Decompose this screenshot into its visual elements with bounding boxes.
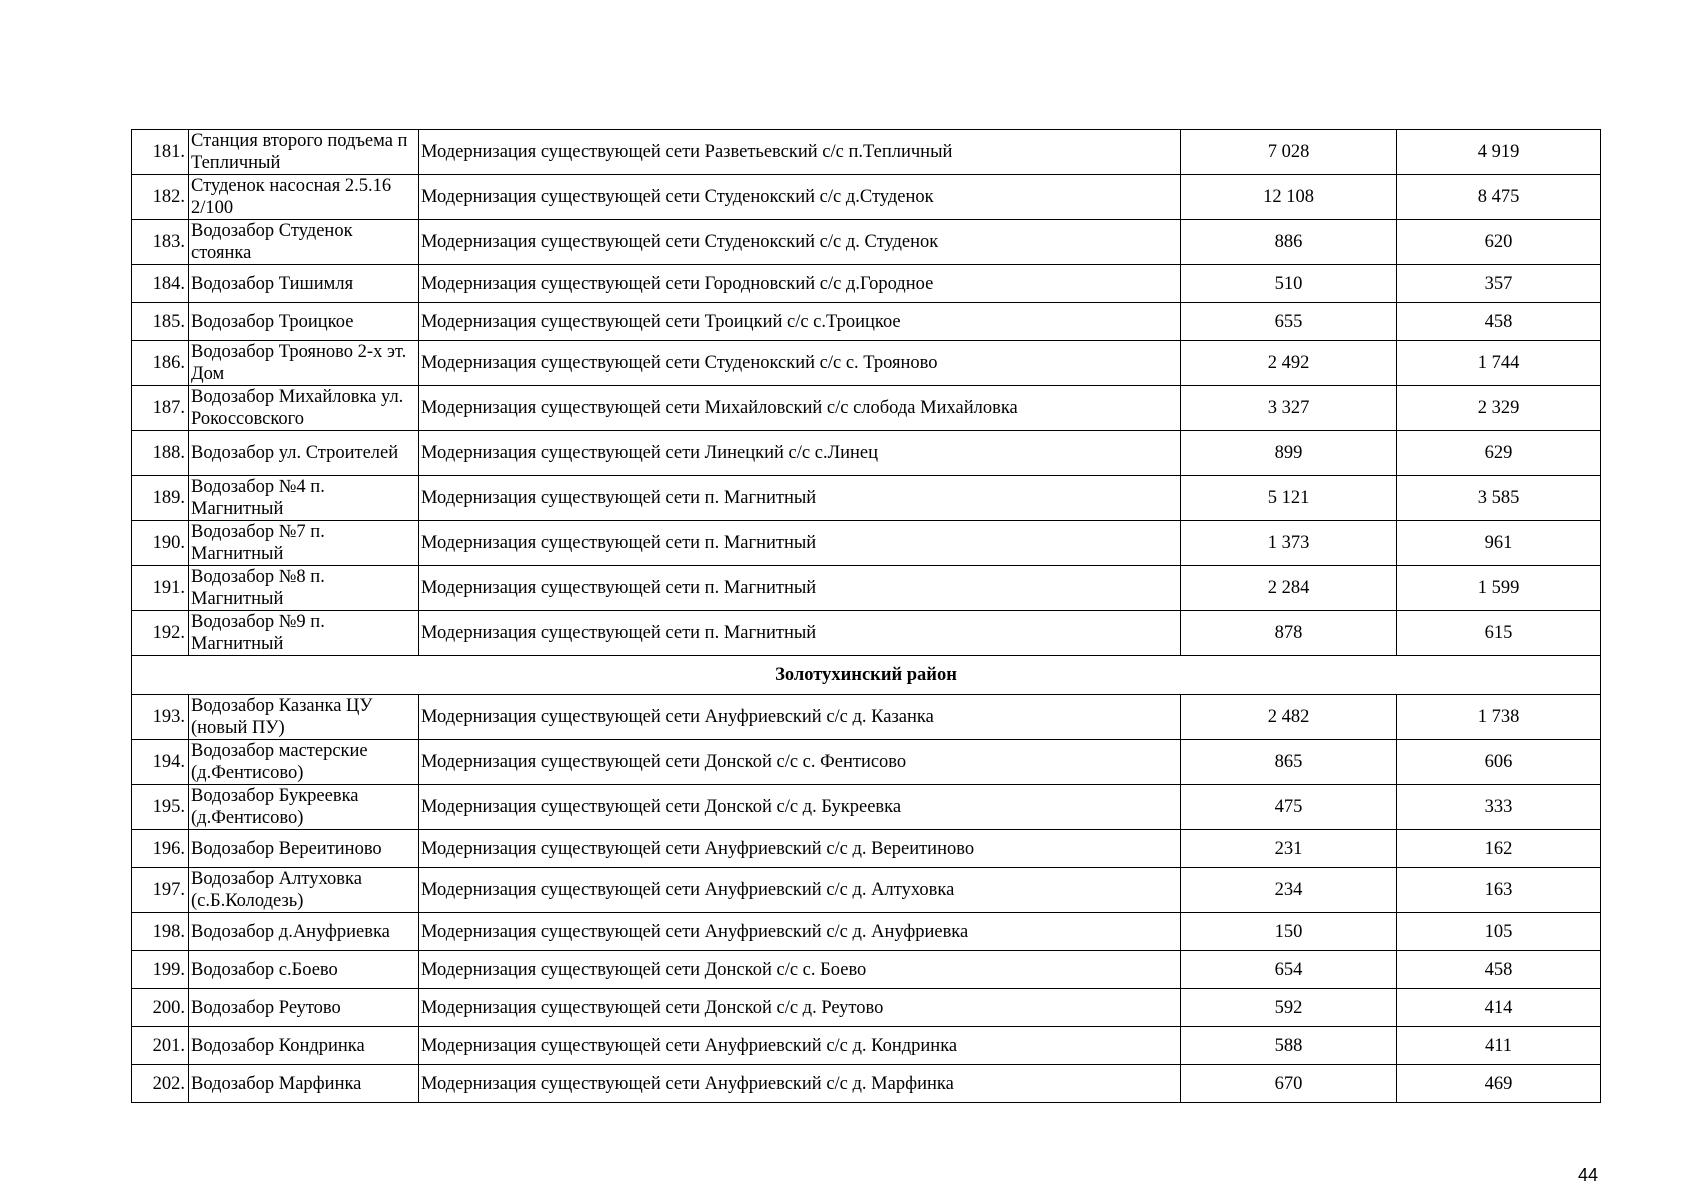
object-name-cell: Водозабор Кондринка	[189, 1027, 419, 1065]
value-2-cell: 469	[1397, 1065, 1601, 1103]
value-2-cell: 620	[1397, 220, 1601, 265]
description-cell: Модернизация существующей сети Ануфриевский с/с д. Кондринка	[419, 1027, 1181, 1065]
value-2-cell: 357	[1397, 265, 1601, 303]
object-name-cell: Водозабор Студенок стоянка	[189, 220, 419, 265]
row-number-cell: 191.	[132, 566, 189, 611]
description-cell: Модернизация существующей сети Городновский с/с д.Городное	[419, 265, 1181, 303]
description-cell: Модернизация существующей сети Ануфриевский с/с д. Вереитиново	[419, 830, 1181, 868]
row-number-cell: 199.	[132, 951, 189, 989]
value-2-cell: 411	[1397, 1027, 1601, 1065]
object-name-cell: Водозабор Букреевка (д.Фентисово)	[189, 785, 419, 830]
table-row	[132, 175, 1601, 220]
description-cell: Модернизация существующей сети Студенокский с/с с. Трояново	[419, 341, 1181, 386]
value-2-cell: 8 475	[1397, 175, 1601, 220]
description-cell: Модернизация существующей сети Ануфриевский с/с д. Марфинка	[419, 1065, 1181, 1103]
value-2-cell: 1 738	[1397, 695, 1601, 740]
value-1-cell: 865	[1181, 740, 1397, 785]
value-2-cell: 1 744	[1397, 341, 1601, 386]
value-1-cell: 899	[1181, 431, 1397, 476]
object-name-cell: Студенок насосная 2.5.16 2/100	[189, 175, 419, 220]
value-1-cell: 234	[1181, 868, 1397, 913]
object-name-cell: Водозабор №9 п. Магнитный	[189, 611, 419, 656]
value-2-cell: 615	[1397, 611, 1601, 656]
table-row	[132, 611, 1601, 656]
value-2-cell: 3 585	[1397, 476, 1601, 521]
value-1-cell: 12 108	[1181, 175, 1397, 220]
table-row	[132, 951, 1601, 989]
table-row	[132, 868, 1601, 913]
row-number-cell: 190.	[132, 521, 189, 566]
object-name-cell: Водозабор Троицкое	[189, 303, 419, 341]
table-row	[132, 1065, 1601, 1103]
object-name-cell: Водозабор №4 п. Магнитный	[189, 476, 419, 521]
row-number-cell: 197.	[132, 868, 189, 913]
description-cell: Модернизация существующей сети Михайловский с/с слобода Михайловка	[419, 386, 1181, 431]
object-name-cell: Водозабор №7 п. Магнитный	[189, 521, 419, 566]
object-name-cell: Водозабор д.Ануфриевка	[189, 913, 419, 951]
object-name-cell: Водозабор Алтуховка (с.Б.Колодезь)	[189, 868, 419, 913]
description-cell: Модернизация существующей сети Студенокский с/с д.Студенок	[419, 175, 1181, 220]
row-number-cell: 184.	[132, 265, 189, 303]
value-1-cell: 231	[1181, 830, 1397, 868]
table-row	[132, 521, 1601, 566]
value-2-cell: 333	[1397, 785, 1601, 830]
row-number-cell: 186.	[132, 341, 189, 386]
object-name-cell: Водозабор мастерские (д.Фентисово)	[189, 740, 419, 785]
description-cell: Модернизация существующей сети Донской с/с д. Букреевка	[419, 785, 1181, 830]
row-number-cell: 195.	[132, 785, 189, 830]
row-number-cell: 182.	[132, 175, 189, 220]
object-name-cell: Водозабор ул. Строителей	[189, 431, 419, 476]
value-1-cell: 475	[1181, 785, 1397, 830]
description-cell: Модернизация существующей сети п. Магнитный	[419, 521, 1181, 566]
object-name-cell: Водозабор Трояново 2-х эт. Дом	[189, 341, 419, 386]
table-row	[132, 265, 1601, 303]
table-row	[132, 303, 1601, 341]
row-number-cell: 187.	[132, 386, 189, 431]
object-name-cell: Станция второго подъема п Тепличный	[189, 130, 419, 175]
row-number-cell: 193.	[132, 695, 189, 740]
value-2-cell: 961	[1397, 521, 1601, 566]
value-1-cell: 510	[1181, 265, 1397, 303]
table-row	[132, 566, 1601, 611]
description-cell: Модернизация существующей сети Донской с/с с. Фентисово	[419, 740, 1181, 785]
section-title: Золотухинский район	[132, 656, 1601, 695]
row-number-cell: 188.	[132, 431, 189, 476]
row-number-cell: 192.	[132, 611, 189, 656]
description-cell: Модернизация существующей сети Ануфриевский с/с д. Ануфриевка	[419, 913, 1181, 951]
table-row	[132, 341, 1601, 386]
table-row	[132, 695, 1601, 740]
description-cell: Модернизация существующей сети Ануфриевский с/с д. Алтуховка	[419, 868, 1181, 913]
value-1-cell: 2 482	[1181, 695, 1397, 740]
object-name-cell: Водозабор №8 п. Магнитный	[189, 566, 419, 611]
value-1-cell: 2 492	[1181, 341, 1397, 386]
table-row	[132, 386, 1601, 431]
value-1-cell: 670	[1181, 1065, 1397, 1103]
value-2-cell: 458	[1397, 303, 1601, 341]
row-number-cell: 189.	[132, 476, 189, 521]
row-number-cell: 198.	[132, 913, 189, 951]
row-number-cell: 194.	[132, 740, 189, 785]
object-name-cell: Водозабор Михайловка ул. Рокоссовского	[189, 386, 419, 431]
object-name-cell: Водозабор Реутово	[189, 989, 419, 1027]
value-2-cell: 105	[1397, 913, 1601, 951]
value-2-cell: 458	[1397, 951, 1601, 989]
row-number-cell: 185.	[132, 303, 189, 341]
table-row	[132, 830, 1601, 868]
row-number-cell: 202.	[132, 1065, 189, 1103]
value-1-cell: 588	[1181, 1027, 1397, 1065]
value-1-cell: 592	[1181, 989, 1397, 1027]
description-cell: Модернизация существующей сети п. Магнитный	[419, 611, 1181, 656]
description-cell: Модернизация существующей сети Студенокский с/с д. Студенок	[419, 220, 1181, 265]
row-number-cell: 183.	[132, 220, 189, 265]
value-2-cell: 163	[1397, 868, 1601, 913]
section-header-row	[132, 656, 1601, 695]
description-cell: Модернизация существующей сети п. Магнитный	[419, 566, 1181, 611]
table-row	[132, 220, 1601, 265]
table-row	[132, 785, 1601, 830]
value-1-cell: 2 284	[1181, 566, 1397, 611]
description-cell: Модернизация существующей сети Троицкий с/с с.Троицкое	[419, 303, 1181, 341]
row-number-cell: 196.	[132, 830, 189, 868]
table-row	[132, 130, 1601, 175]
value-2-cell: 4 919	[1397, 130, 1601, 175]
value-2-cell: 606	[1397, 740, 1601, 785]
page-number: 44	[1578, 1165, 1599, 1185]
value-1-cell: 7 028	[1181, 130, 1397, 175]
table-row	[132, 431, 1601, 476]
value-1-cell: 886	[1181, 220, 1397, 265]
object-name-cell: Водозабор Казанка ЦУ (новый ПУ)	[189, 695, 419, 740]
value-1-cell: 3 327	[1181, 386, 1397, 431]
object-name-cell: Водозабор с.Боево	[189, 951, 419, 989]
value-1-cell: 5 121	[1181, 476, 1397, 521]
description-cell: Модернизация существующей сети Линецкий с/с с.Линец	[419, 431, 1181, 476]
table-row	[132, 1027, 1601, 1065]
value-2-cell: 629	[1397, 431, 1601, 476]
table-body	[132, 130, 1601, 1103]
value-2-cell: 1 599	[1397, 566, 1601, 611]
value-1-cell: 150	[1181, 913, 1397, 951]
table-row	[132, 913, 1601, 951]
object-name-cell: Водозабор Тишимля	[189, 265, 419, 303]
description-cell: Модернизация существующей сети Ануфриевский с/с д. Казанка	[419, 695, 1181, 740]
row-number-cell: 200.	[132, 989, 189, 1027]
value-1-cell: 655	[1181, 303, 1397, 341]
row-number-cell: 201.	[132, 1027, 189, 1065]
object-name-cell: Водозабор Вереитиново	[189, 830, 419, 868]
value-2-cell: 162	[1397, 830, 1601, 868]
document-table	[131, 129, 1601, 1103]
value-1-cell: 1 373	[1181, 521, 1397, 566]
value-2-cell: 414	[1397, 989, 1601, 1027]
row-number-cell: 181.	[132, 130, 189, 175]
table-row	[132, 476, 1601, 521]
table-row	[132, 989, 1601, 1027]
object-name-cell: Водозабор Марфинка	[189, 1065, 419, 1103]
value-1-cell: 654	[1181, 951, 1397, 989]
table-row	[132, 740, 1601, 785]
value-1-cell: 878	[1181, 611, 1397, 656]
description-cell: Модернизация существующей сети п. Магнитный	[419, 476, 1181, 521]
value-2-cell: 2 329	[1397, 386, 1601, 431]
description-cell: Модернизация существующей сети Разветьевский с/с п.Тепличный	[419, 130, 1181, 175]
description-cell: Модернизация существующей сети Донской с/с с. Боево	[419, 951, 1181, 989]
description-cell: Модернизация существующей сети Донской с/с д. Реутово	[419, 989, 1181, 1027]
